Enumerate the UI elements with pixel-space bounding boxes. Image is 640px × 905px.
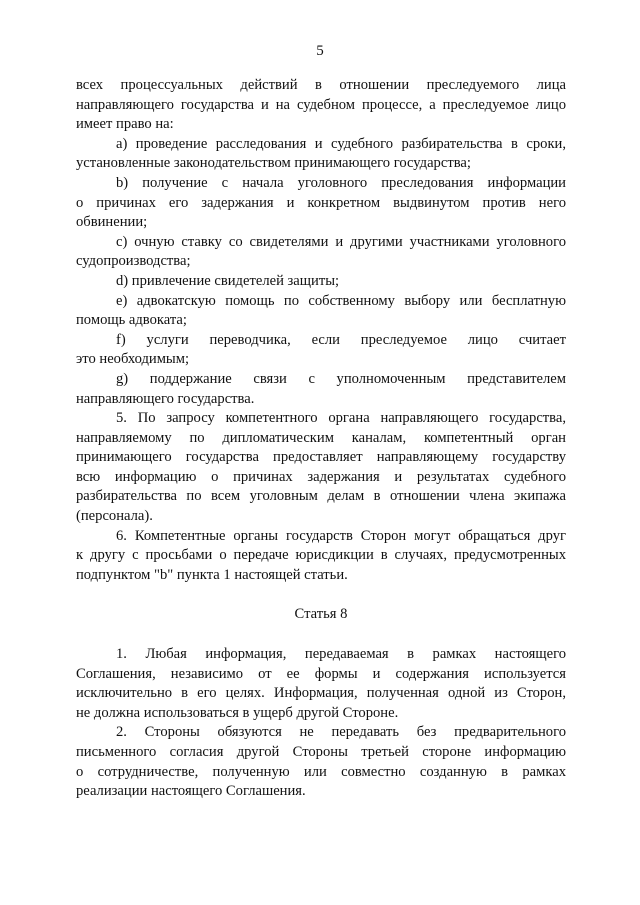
paragraph-line: установленные законодательством принимающего государства; bbox=[76, 155, 471, 172]
list-item-f: f) услуги переводчика, если преследуемое лицо считает bbox=[116, 331, 566, 348]
list-item-c: c) очную ставку со свидетелями и другими участниками уголовного bbox=[116, 233, 566, 250]
page-number: 5 bbox=[316, 43, 324, 59]
paragraph-line: направляемому по дипломатическим каналам, компетентный орган bbox=[76, 429, 566, 446]
paragraph-line: Соглашения, независимо от ее формы и содержания используется bbox=[76, 665, 566, 682]
paragraph-5-line: 5. По запросу компетентного органа направляющего государства, bbox=[116, 410, 566, 427]
paragraph-line: к другу с просьбами о передаче юрисдикции в случаях, предусмотренных bbox=[76, 547, 566, 564]
paragraph-line: судопроизводства; bbox=[76, 253, 191, 270]
paragraph-line: это необходимым; bbox=[76, 351, 190, 368]
list-item-b: b) получение с начала уголовного преследования информации bbox=[116, 174, 566, 191]
paragraph-line: принимающего государства предоставляет направляющему государству bbox=[76, 449, 566, 466]
paragraph-line: письменного согласия другой Стороны третьей стороне информацию bbox=[76, 744, 566, 760]
list-item-g: g) поддержание связи с уполномоченным представителем bbox=[116, 370, 566, 387]
document-body bbox=[76, 76, 566, 802]
paragraph-line: имеет право на: bbox=[76, 116, 174, 133]
list-item-a: a) проведение расследования и судебного разбирательства в сроки, bbox=[116, 135, 566, 152]
paragraph-line: о сотрудничестве, полученную или совместно созданную в рамках bbox=[76, 763, 566, 780]
paragraph-line: не должна использоваться в ущерб другой Стороне. bbox=[76, 704, 399, 721]
article8-paragraph-2-line: 2. Стороны обязуются не передавать без предварительного bbox=[116, 724, 566, 741]
list-item-d: d) привлечение свидетелей защиты; bbox=[116, 272, 340, 289]
article-title: Статья 8 bbox=[294, 606, 348, 623]
paragraph-line: обвинении; bbox=[76, 214, 148, 231]
paragraph-line: направляющего государства. bbox=[76, 390, 255, 407]
paragraph-line: исключительно в его целях. Информация, полученная одной из Сторон, bbox=[76, 685, 566, 702]
paragraph-line: помощь адвоката; bbox=[76, 312, 187, 329]
paragraph-line: всех процессуальных действий в отношении преследуемого лица bbox=[76, 77, 566, 93]
paragraph-line: о причинах его задержания и конкретном выдвинутом против него bbox=[76, 194, 566, 211]
paragraph-line: реализации настоящего Соглашения. bbox=[76, 783, 306, 800]
list-item-e: e) адвокатскую помощь по собственному выбору или бесплатную bbox=[116, 292, 566, 309]
paragraph-line: подпунктом "b" пункта 1 настоящей статьи. bbox=[76, 566, 348, 583]
paragraph-line: (персонала). bbox=[76, 508, 153, 525]
paragraph-line: разбирательства по всем уголовным делам в отношении члена экипажа bbox=[76, 488, 566, 505]
paragraph-6-line: 6. Компетентные органы государств Сторон могут обращаться друг bbox=[116, 527, 566, 544]
article8-paragraph-1-line: 1. Любая информация, передаваемая в рамках настоящего bbox=[116, 646, 566, 663]
paragraph-line: всю информацию о причинах задержания и результатах судебного bbox=[76, 468, 566, 485]
paragraph-line: направляющего государства и на судебном процессе, а преследуемое лицо bbox=[76, 96, 566, 113]
